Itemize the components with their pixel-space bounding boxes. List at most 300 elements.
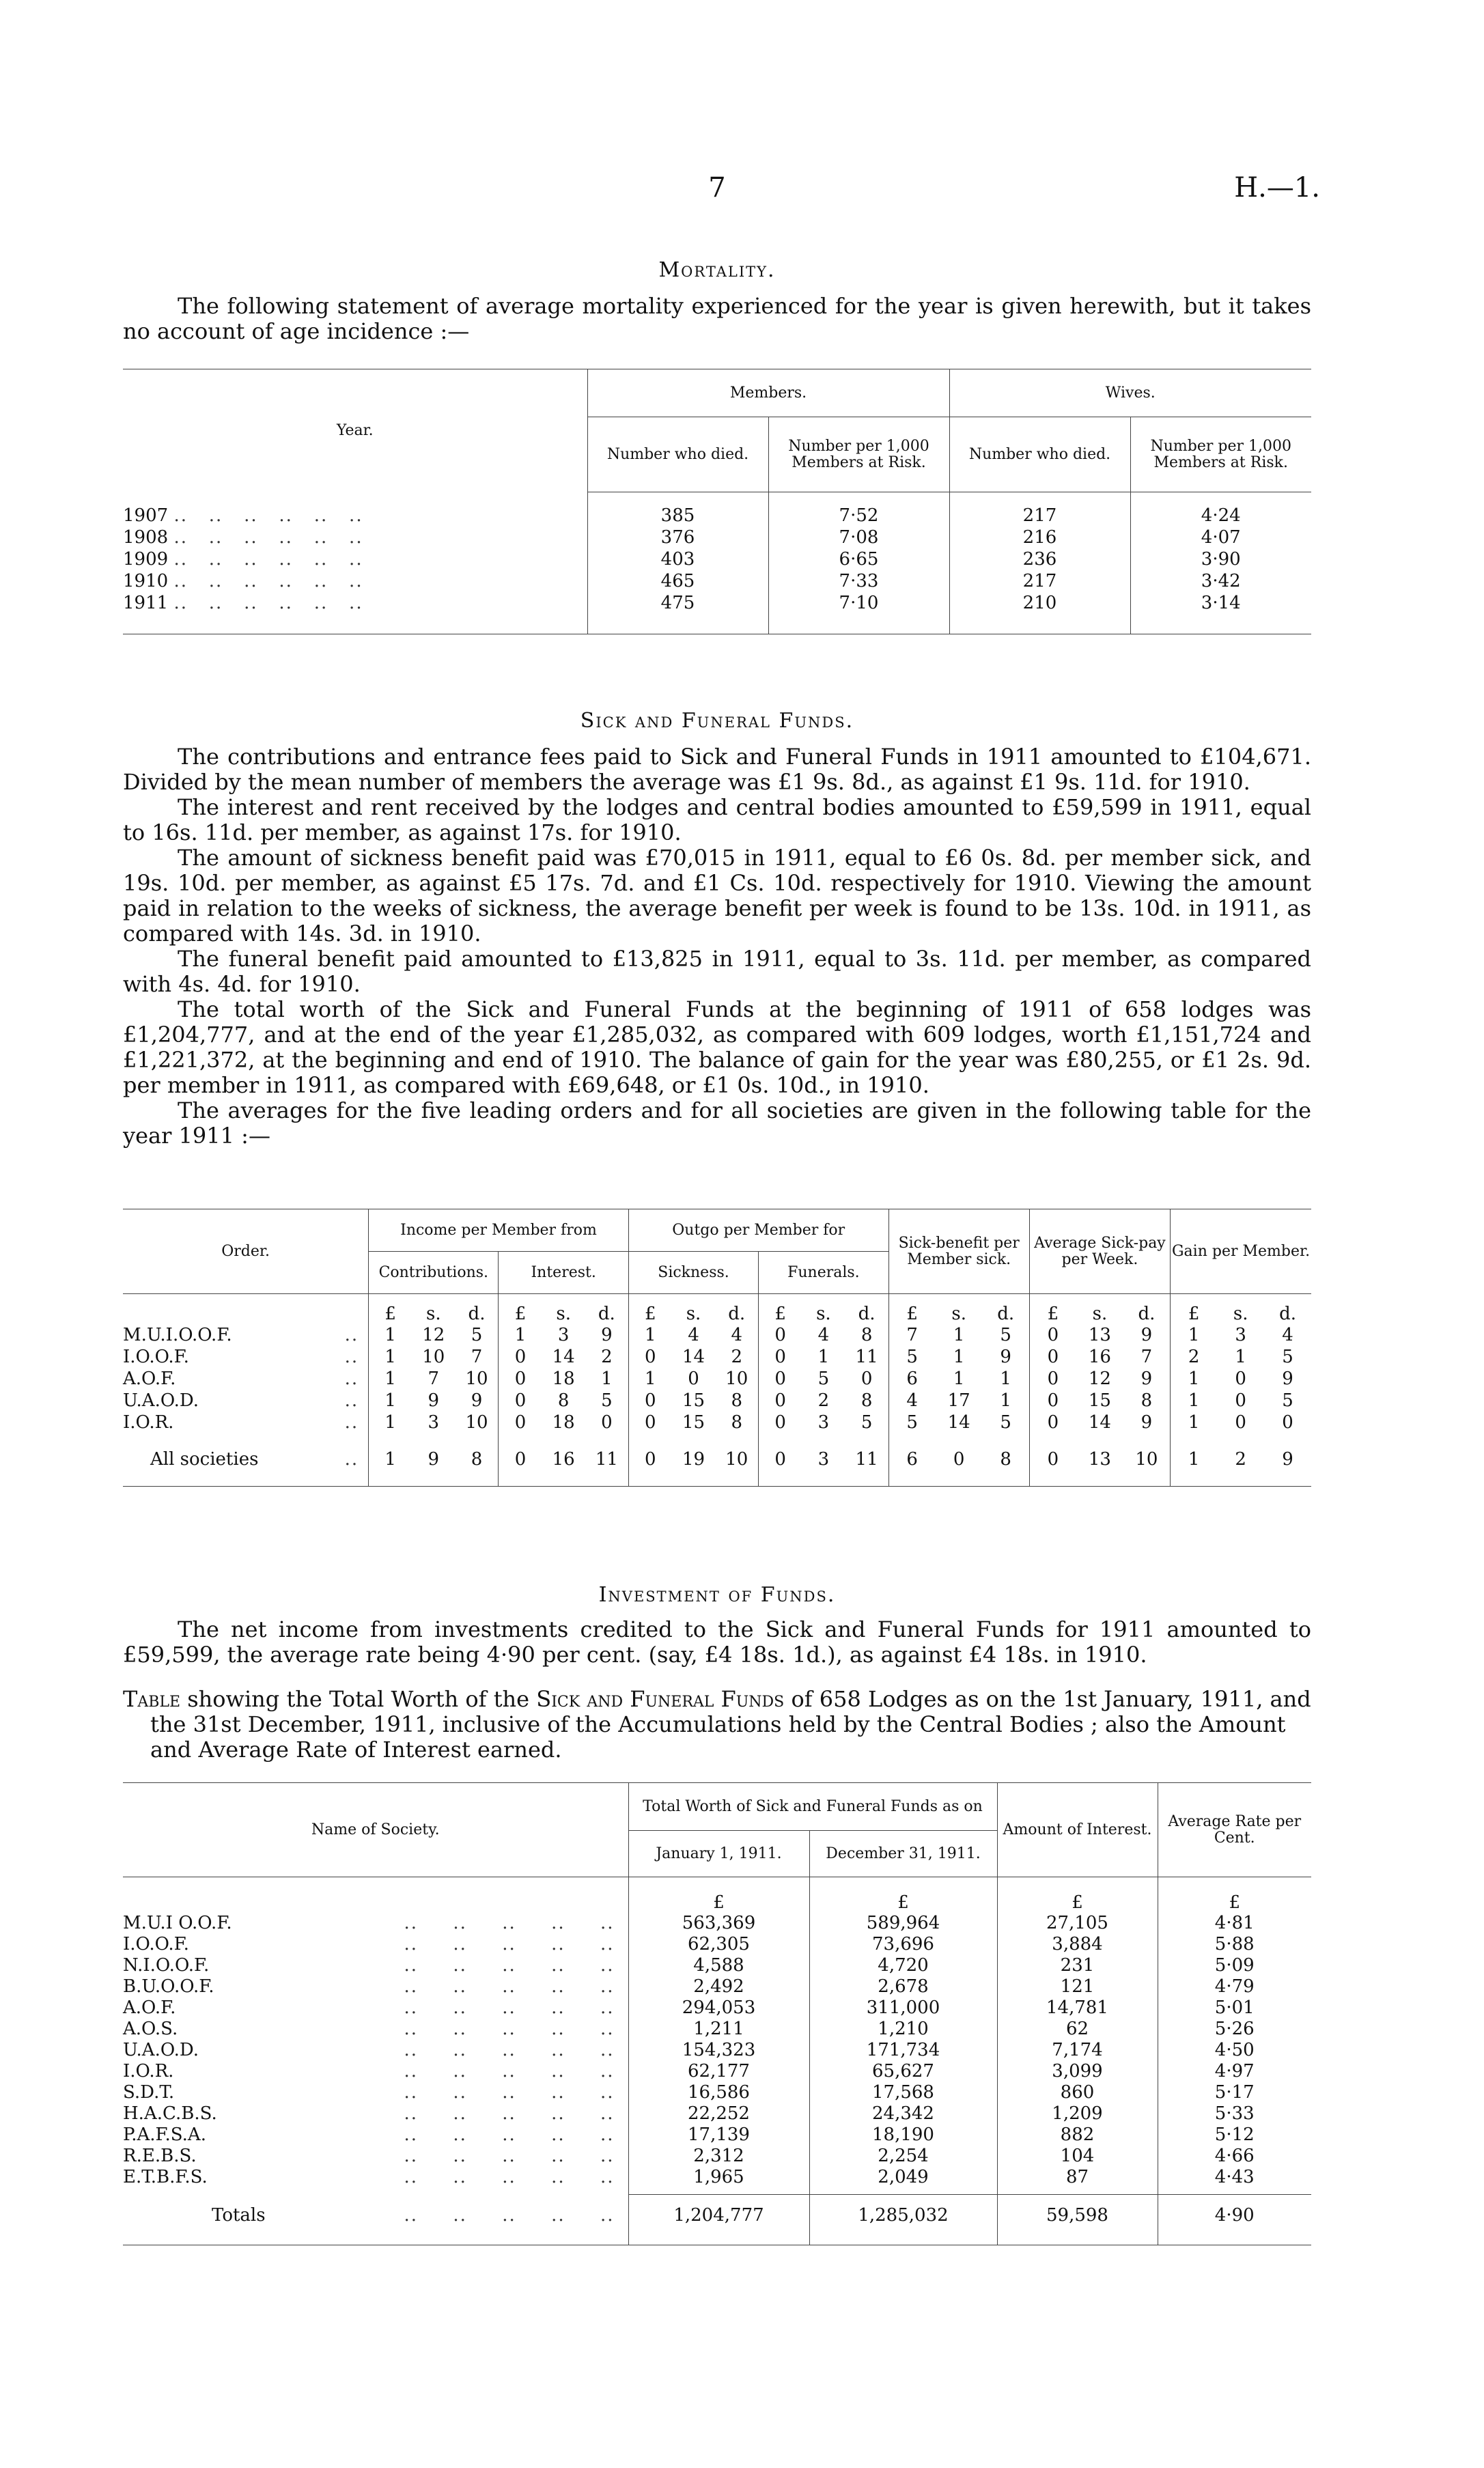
value-cell: 10: [465, 1368, 488, 1389]
society-name: P.A.F.S.A.: [123, 2125, 206, 2145]
society-name: A.O.F.: [123, 1997, 176, 2018]
unit-label: d.: [997, 1303, 1015, 1324]
interest-cell: 231: [997, 1955, 1158, 1976]
value-cell: 0: [759, 1390, 802, 1412]
value-cell: 10: [725, 1368, 748, 1389]
value-cell: 3: [557, 1324, 570, 1345]
unit-label: d.: [1279, 1303, 1296, 1324]
value-cell: 14: [552, 1346, 575, 1367]
value-cell: 0: [1235, 1412, 1246, 1433]
value-cell: 9: [1140, 1412, 1153, 1433]
members-died-cell: 465: [587, 570, 768, 592]
value-cell: 3: [1235, 1324, 1246, 1345]
value-cell: 4: [817, 1324, 830, 1345]
value-cell: 1: [1235, 1346, 1246, 1367]
value-cell: 0: [499, 1368, 542, 1390]
value-cell: 8: [1140, 1390, 1153, 1411]
dec-cell: 2,678: [809, 1976, 997, 1997]
paragraph: The amount of sickness benefit paid was £70,015 in 1911, equal to £6 0s. 8d. per member sick, and 19s. 10d. per member, as against £5 17s. 7d. and £1 Cs. 10d. respectively for 1910. Viewing the amount paid in relation to the weeks of sickness, the average benefit per week is found to be 13s. 10d. in 1911, as compared with 14s. 3d. in 1910.: [123, 845, 1311, 946]
leader-dots: ..: [344, 1346, 359, 1367]
value-cell: 0: [499, 1412, 542, 1433]
table-row: [123, 2019, 1311, 2040]
value-cell: 0: [759, 1412, 802, 1433]
value-cell: 9: [471, 1390, 483, 1411]
wives-rate-cell: 3·14: [1130, 592, 1311, 614]
unit-label: £: [369, 1294, 412, 1324]
value-cell: 1: [1171, 1412, 1218, 1433]
rate-cell: 5·01: [1158, 1997, 1311, 2019]
interest-cell: 882: [997, 2125, 1158, 2146]
table-row: [123, 2146, 1311, 2167]
table-row: [123, 1976, 1311, 1997]
members-rate-header: Number per 1,000 Members at Risk.: [768, 417, 949, 492]
table-row: 1907 .. .. .. .. .. .. 385 7·52 217 4·24: [123, 505, 1311, 527]
investment-body: [123, 1877, 1311, 2245]
value-cell: 1: [1171, 1324, 1218, 1346]
value-cell: 1: [1171, 1390, 1218, 1412]
value-cell: 1: [369, 1448, 412, 1470]
value-cell: 1: [369, 1390, 412, 1412]
outgo-group-header: Outgo per Member for: [628, 1209, 888, 1252]
value-cell: 0: [1235, 1390, 1246, 1411]
rate-cell: 4·90: [1158, 2195, 1311, 2236]
value-cell: 0: [759, 1448, 802, 1470]
wives-rate-header: Number per 1,000 Members at Risk.: [1130, 417, 1311, 492]
value-cell: 1: [817, 1346, 830, 1367]
value-cell: 8: [557, 1390, 570, 1411]
leader-dots: .. .. .. .. ..: [404, 2019, 615, 2039]
value-cell: 1: [953, 1346, 965, 1367]
order-cell: [123, 1346, 369, 1368]
value-cell: 5: [860, 1412, 873, 1433]
value-cell: 1: [1000, 1390, 1011, 1411]
value-cell: 14: [682, 1346, 705, 1367]
members-rate-cell: 7·10: [768, 592, 949, 614]
mortality-intro: [123, 294, 1311, 344]
investment-table-caption: [123, 1687, 1311, 1763]
value-cell: 0: [1029, 1324, 1076, 1346]
society-cell: [123, 2195, 628, 2236]
wives-died-cell: 236: [949, 548, 1130, 570]
order-cell: [123, 1368, 369, 1390]
society-name: B.U.O.O.F.: [123, 1976, 214, 1997]
paragraph: The contributions and entrance fees paid to Sick and Funeral Funds in 1911 amounted to £104,671. Divided by the mean number of members the average was £1 9s. 8d., as against £1 9s. 11d. for 1910.: [123, 744, 1311, 795]
leader-dots: .. .. .. .. ..: [404, 2103, 615, 2124]
value-cell: 13: [1088, 1324, 1111, 1345]
wives-rate-cell: 3·42: [1130, 570, 1311, 592]
value-cell: 10: [1135, 1448, 1158, 1470]
value-cell: 19: [682, 1448, 705, 1470]
units-row: [123, 1294, 1311, 1324]
society-name: A.O.S.: [123, 2019, 178, 2039]
value-cell: 1: [369, 1412, 412, 1433]
unit-label: s.: [1092, 1303, 1108, 1324]
table-row: [123, 2082, 1311, 2103]
caption-table-word: Table: [123, 1686, 181, 1712]
caption-part-b: of 658 Lodges as on the 1st January, 1911, and the 31st December, 1911, inclusive of the Accumulations held by the Central Bodies ; also the Amount and Average Rate of Interest earned.: [150, 1686, 1311, 1763]
value-cell: 9: [1282, 1448, 1293, 1470]
table-row: 1910 .. .. .. .. .. .. 465 7·33 217 3·42: [123, 570, 1311, 592]
mortality-intro-text: The following statement of average mortality experienced for the year is given herewith, but it takes no account of age incidence :—: [123, 293, 1311, 344]
unit-label: £: [1029, 1294, 1076, 1324]
sick-funeral-heading: Sick and Funeral Funds.: [580, 709, 854, 733]
value-cell: 18: [552, 1412, 575, 1433]
interest-cell: 3,884: [997, 1934, 1158, 1955]
dec-header: December 31, 1911.: [809, 1831, 997, 1877]
income-group-header: Income per Member from: [369, 1209, 629, 1252]
mortality-heading: Mortality.: [658, 258, 776, 282]
table-row: 1911 .. .. .. .. .. .. 475 7·10 210 3·14: [123, 592, 1311, 614]
members-group-header: Members.: [587, 369, 949, 417]
order-cell: [123, 1390, 369, 1412]
rate-cell: 5·88: [1158, 1934, 1311, 1955]
rate-cell: 5·17: [1158, 2082, 1311, 2103]
value-cell: 15: [682, 1390, 705, 1411]
caption-part-a: showing the Total Worth of the: [180, 1686, 537, 1712]
society-cell: [123, 1976, 628, 1997]
members-died-header: Number who died.: [587, 417, 768, 492]
value-cell: 3: [428, 1412, 440, 1433]
paragraph: The funeral benefit paid amounted to £13,825 in 1911, equal to 3s. 11d. per member, as compared with 4s. 4d. for 1910.: [123, 946, 1311, 997]
leader-dots: ..: [344, 1324, 359, 1345]
value-cell: 0: [628, 1448, 671, 1470]
unit-label: d.: [858, 1303, 876, 1324]
unit-label: s.: [556, 1303, 571, 1324]
value-cell: 0: [1235, 1368, 1246, 1389]
wives-died-cell: 217: [949, 570, 1130, 592]
unit-label: £: [499, 1294, 542, 1324]
leader-dots: .. .. .. .. ..: [404, 1934, 615, 1954]
value-cell: 12: [1088, 1368, 1111, 1389]
value-cell: 1: [1171, 1448, 1218, 1470]
col-year-header: Year.: [123, 369, 587, 492]
rate-cell: 4·50: [1158, 2040, 1311, 2061]
value-cell: 1: [601, 1368, 613, 1389]
value-cell: 0: [499, 1390, 542, 1412]
sickness-header: Sickness.: [628, 1252, 758, 1294]
leader-dots: ..: [344, 1412, 359, 1433]
table-row: [123, 1412, 1311, 1433]
units-spacer: [123, 1294, 369, 1324]
investment-table: [123, 1782, 1311, 2245]
value-cell: 4: [888, 1390, 936, 1412]
members-rate-cell: 7·52: [768, 505, 949, 527]
jan-cell: 1,204,777: [628, 2195, 809, 2236]
value-cell: 0: [1029, 1390, 1076, 1412]
rate-cell: 4·79: [1158, 1976, 1311, 1997]
society-name: I.O.R.: [123, 2061, 174, 2081]
value-cell: 12: [422, 1324, 445, 1345]
value-cell: 0: [759, 1368, 802, 1390]
value-cell: 11: [595, 1448, 618, 1470]
dec-cell: 2,049: [809, 2167, 997, 2188]
value-cell: 6: [888, 1368, 936, 1390]
value-cell: 0: [759, 1346, 802, 1368]
value-cell: 1: [369, 1324, 412, 1346]
unit-label: s.: [816, 1303, 831, 1324]
value-cell: 13: [1088, 1448, 1111, 1470]
avg-rate-header: Average Rate per Cent.: [1158, 1783, 1311, 1877]
value-cell: 11: [855, 1448, 878, 1470]
society-name: I.O.O.F.: [123, 1934, 189, 1954]
value-cell: 8: [731, 1390, 742, 1411]
members-died-cell: 376: [587, 527, 768, 548]
society-name: H.A.C.B.S.: [123, 2103, 217, 2124]
rate-cell: 5·26: [1158, 2019, 1311, 2040]
leader-dots: .. .. .. .. ..: [404, 1955, 615, 1976]
value-cell: 1: [369, 1368, 412, 1390]
unit-label: £: [759, 1294, 802, 1324]
interest-cell: 62: [997, 2019, 1158, 2040]
gain-header: Gain per Member.: [1171, 1209, 1311, 1294]
value-cell: 8: [860, 1390, 873, 1411]
table-row: [123, 2167, 1311, 2188]
table-row: [123, 1324, 1311, 1346]
value-cell: 1: [1000, 1368, 1011, 1389]
value-cell: 10: [422, 1346, 445, 1367]
interest-cell: 121: [997, 1976, 1158, 1997]
year-cell: 1911: [123, 592, 169, 613]
wives-died-cell: 210: [949, 592, 1130, 614]
value-cell: 10: [725, 1448, 748, 1470]
dec-cell: 4,720: [809, 1955, 997, 1976]
dec-cell: 589,964: [809, 1913, 997, 1934]
value-cell: 0: [1282, 1412, 1293, 1433]
interest-cell: 14,781: [997, 1997, 1158, 2019]
value-cell: 4: [688, 1324, 699, 1345]
society-cell: [123, 1955, 628, 1976]
rate-cell: 4·66: [1158, 2146, 1311, 2167]
leader-dots: ..: [344, 1368, 359, 1389]
jan-header: January 1, 1911.: [628, 1831, 809, 1877]
value-cell: 0: [628, 1346, 671, 1368]
value-cell: 8: [471, 1448, 483, 1470]
unit-label: s.: [951, 1303, 966, 1324]
rate-cell: 5·09: [1158, 1955, 1311, 1976]
table-row: [123, 2061, 1311, 2082]
jan-cell: 2,312: [628, 2146, 809, 2167]
order-name: A.O.F.: [123, 1368, 176, 1389]
value-cell: 5: [1282, 1390, 1293, 1411]
value-cell: 2: [1235, 1448, 1246, 1470]
funerals-header: Funerals.: [759, 1252, 888, 1294]
society-cell: [123, 2146, 628, 2167]
value-cell: 4: [1282, 1324, 1293, 1345]
leader-dots: .. .. .. .. ..: [404, 2040, 615, 2060]
value-cell: 0: [601, 1412, 613, 1433]
jan-cell: 17,139: [628, 2125, 809, 2146]
worth-group-header: Total Worth of Sick and Funeral Funds as on: [628, 1783, 997, 1831]
value-cell: 5: [1000, 1412, 1011, 1433]
jan-cell: 1,211: [628, 2019, 809, 2040]
leader-dots: .. .. .. .. ..: [404, 2061, 615, 2081]
sick-benefit-header: Sick-benefit per Member sick.: [888, 1209, 1029, 1294]
members-rate-cell: 7·08: [768, 527, 949, 548]
value-cell: 4: [731, 1324, 742, 1345]
investment-heading: Investment of Funds.: [598, 1583, 836, 1607]
value-cell: 0: [688, 1368, 699, 1389]
dec-cell: 1,210: [809, 2019, 997, 2040]
wives-group-header: Wives.: [949, 369, 1311, 417]
jan-cell: 1,965: [628, 2167, 809, 2188]
value-cell: 9: [1140, 1368, 1153, 1389]
value-cell: 5: [888, 1412, 936, 1433]
dec-cell: 18,190: [809, 2125, 997, 2146]
unit-label: d.: [598, 1303, 615, 1324]
jan-cell: 4,588: [628, 1955, 809, 1976]
rate-cell: 4·43: [1158, 2167, 1311, 2188]
paragraph: The averages for the five leading orders and for all societies are given in the following table for the year 1911 :—: [123, 1097, 1311, 1149]
value-cell: 7: [888, 1324, 936, 1346]
value-cell: 0: [953, 1448, 965, 1470]
value-cell: 0: [628, 1412, 671, 1433]
society-name: N.I.O.O.F.: [123, 1955, 210, 1976]
table-row: [123, 1997, 1311, 2019]
dec-cell: 73,696: [809, 1934, 997, 1955]
members-rate-cell: 6·65: [768, 548, 949, 570]
society-cell: [123, 2125, 628, 2146]
order-cell: [123, 1448, 369, 1470]
rate-cell: 5·12: [1158, 2125, 1311, 2146]
wives-rate-cell: 3·90: [1130, 548, 1311, 570]
value-cell: 5: [471, 1324, 483, 1345]
table-row: 1908 .. .. .. .. .. .. 376 7·08 216 4·07: [123, 527, 1311, 548]
value-cell: 1: [953, 1368, 965, 1389]
unit-label: £: [1171, 1294, 1218, 1324]
order-cell: [123, 1412, 369, 1433]
value-cell: 9: [428, 1390, 440, 1411]
dec-cell: 17,568: [809, 2082, 997, 2103]
leader-dots: .. .. .. .. ..: [404, 2167, 615, 2187]
society-name: E.T.B.F.S.: [123, 2167, 208, 2187]
unit-label: £: [809, 1877, 997, 1913]
unit-label: d.: [728, 1303, 746, 1324]
members-died-cell: 385: [587, 505, 768, 527]
value-cell: 15: [1088, 1390, 1111, 1411]
interest-cell: 87: [997, 2167, 1158, 2188]
society-name: Totals: [212, 2204, 266, 2226]
jan-cell: 16,586: [628, 2082, 809, 2103]
value-cell: 5: [888, 1346, 936, 1368]
table-row: [123, 2040, 1311, 2061]
value-cell: 2: [731, 1346, 742, 1367]
value-cell: 9: [601, 1324, 613, 1345]
value-cell: 0: [628, 1390, 671, 1412]
society-name: M.U.I O.O.F.: [123, 1913, 232, 1933]
value-cell: 5: [1282, 1346, 1293, 1367]
value-cell: 0: [1029, 1412, 1076, 1433]
society-cell: [123, 1913, 628, 1934]
year-cell: 1908: [123, 527, 169, 548]
value-cell: 8: [1000, 1448, 1011, 1470]
table-row: [123, 1913, 1311, 1934]
page-number: 7: [708, 172, 726, 204]
leader-dots: .. .. .. .. ..: [404, 2146, 615, 2166]
table-row: 1909 .. .. .. .. .. .. 403 6·65 236 3·90: [123, 548, 1311, 570]
units-row: [123, 1877, 1311, 1913]
order-name: I.O.R.: [123, 1412, 174, 1433]
total-row: [123, 2195, 1311, 2236]
leader-dots: ..: [344, 1390, 359, 1411]
society-cell: [123, 1997, 628, 2019]
wives-rate-cell: 4·07: [1130, 527, 1311, 548]
value-cell: 7: [1140, 1346, 1153, 1367]
paragraph: The net income from investments credited to the Sick and Funeral Funds for 1911 amounted to £59,599, the average rate being 4·90 per cent. (say, £4 18s. 1d.), as against £4 18s. in 1910.: [123, 1616, 1311, 1668]
value-cell: 1: [953, 1324, 965, 1345]
interest-cell: 860: [997, 2082, 1158, 2103]
wives-died-cell: 216: [949, 527, 1130, 548]
jan-cell: 22,252: [628, 2103, 809, 2125]
leader-dots: .. .. .. .. ..: [404, 1997, 615, 2018]
rate-cell: 5·33: [1158, 2103, 1311, 2125]
value-cell: 0: [499, 1346, 542, 1368]
paragraph: The interest and rent received by the lodges and central bodies amounted to £59,599 in 1911, equal to 16s. 11d. per member, as against 17s. for 1910.: [123, 794, 1311, 845]
table-row: [123, 1368, 1311, 1390]
order-name: All societies: [150, 1448, 259, 1470]
table-row: [123, 2125, 1311, 2146]
rate-cell: 4·97: [1158, 2061, 1311, 2082]
rate-cell: 4·81: [1158, 1913, 1311, 1934]
value-cell: 0: [1029, 1448, 1076, 1470]
year-cell: 1907: [123, 505, 169, 526]
leader-dots: .. .. .. .. ..: [404, 1976, 615, 1997]
dec-cell: 1,285,032: [809, 2195, 997, 2236]
interest-cell: 104: [997, 2146, 1158, 2167]
members-died-cell: 403: [587, 548, 768, 570]
order-name: I.O.O.F.: [123, 1346, 189, 1367]
value-cell: 18: [552, 1368, 575, 1389]
value-cell: 6: [888, 1448, 936, 1470]
year-cell: 1909: [123, 548, 169, 570]
dec-cell: 65,627: [809, 2061, 997, 2082]
total-row: [123, 1448, 1311, 1470]
value-cell: 8: [731, 1412, 742, 1433]
leader-dots: .. .. .. .. ..: [404, 1913, 615, 1933]
interest-amount-header: Amount of Interest.: [997, 1783, 1158, 1877]
value-cell: 10: [465, 1412, 488, 1433]
dec-cell: 24,342: [809, 2103, 997, 2125]
col-order-header: Order.: [123, 1209, 369, 1294]
order-name: M.U.I.O.O.F.: [123, 1324, 232, 1345]
members-rate-cell: 7·33: [768, 570, 949, 592]
society-cell: [123, 1934, 628, 1955]
value-cell: 9: [1140, 1324, 1153, 1345]
value-cell: 5: [601, 1390, 613, 1411]
order-name: U.A.O.D.: [123, 1390, 199, 1411]
jan-cell: 154,323: [628, 2040, 809, 2061]
unit-label: d.: [468, 1303, 486, 1324]
unit-label: s.: [686, 1303, 701, 1324]
unit-label: £: [997, 1877, 1158, 1913]
value-cell: 7: [471, 1346, 483, 1367]
jan-cell: 62,177: [628, 2061, 809, 2082]
spacer-row: [123, 1433, 1311, 1448]
value-cell: 0: [1029, 1346, 1076, 1368]
value-cell: 0: [860, 1368, 873, 1389]
society-name: R.E.B.S.: [123, 2146, 197, 2166]
avg-sick-pay-header: Average Sick-pay per Week.: [1029, 1209, 1170, 1294]
mortality-table: [123, 369, 1311, 634]
dec-cell: 2,254: [809, 2146, 997, 2167]
table-row: [123, 1955, 1311, 1976]
value-cell: 9: [1282, 1368, 1293, 1389]
unit-label: £: [628, 1294, 671, 1324]
order-cell: [123, 1324, 369, 1346]
value-cell: 9: [1000, 1346, 1011, 1367]
averages-table: [123, 1209, 1311, 1487]
interest-cell: 59,598: [997, 2195, 1158, 2236]
wives-died-header: Number who died.: [949, 417, 1130, 492]
